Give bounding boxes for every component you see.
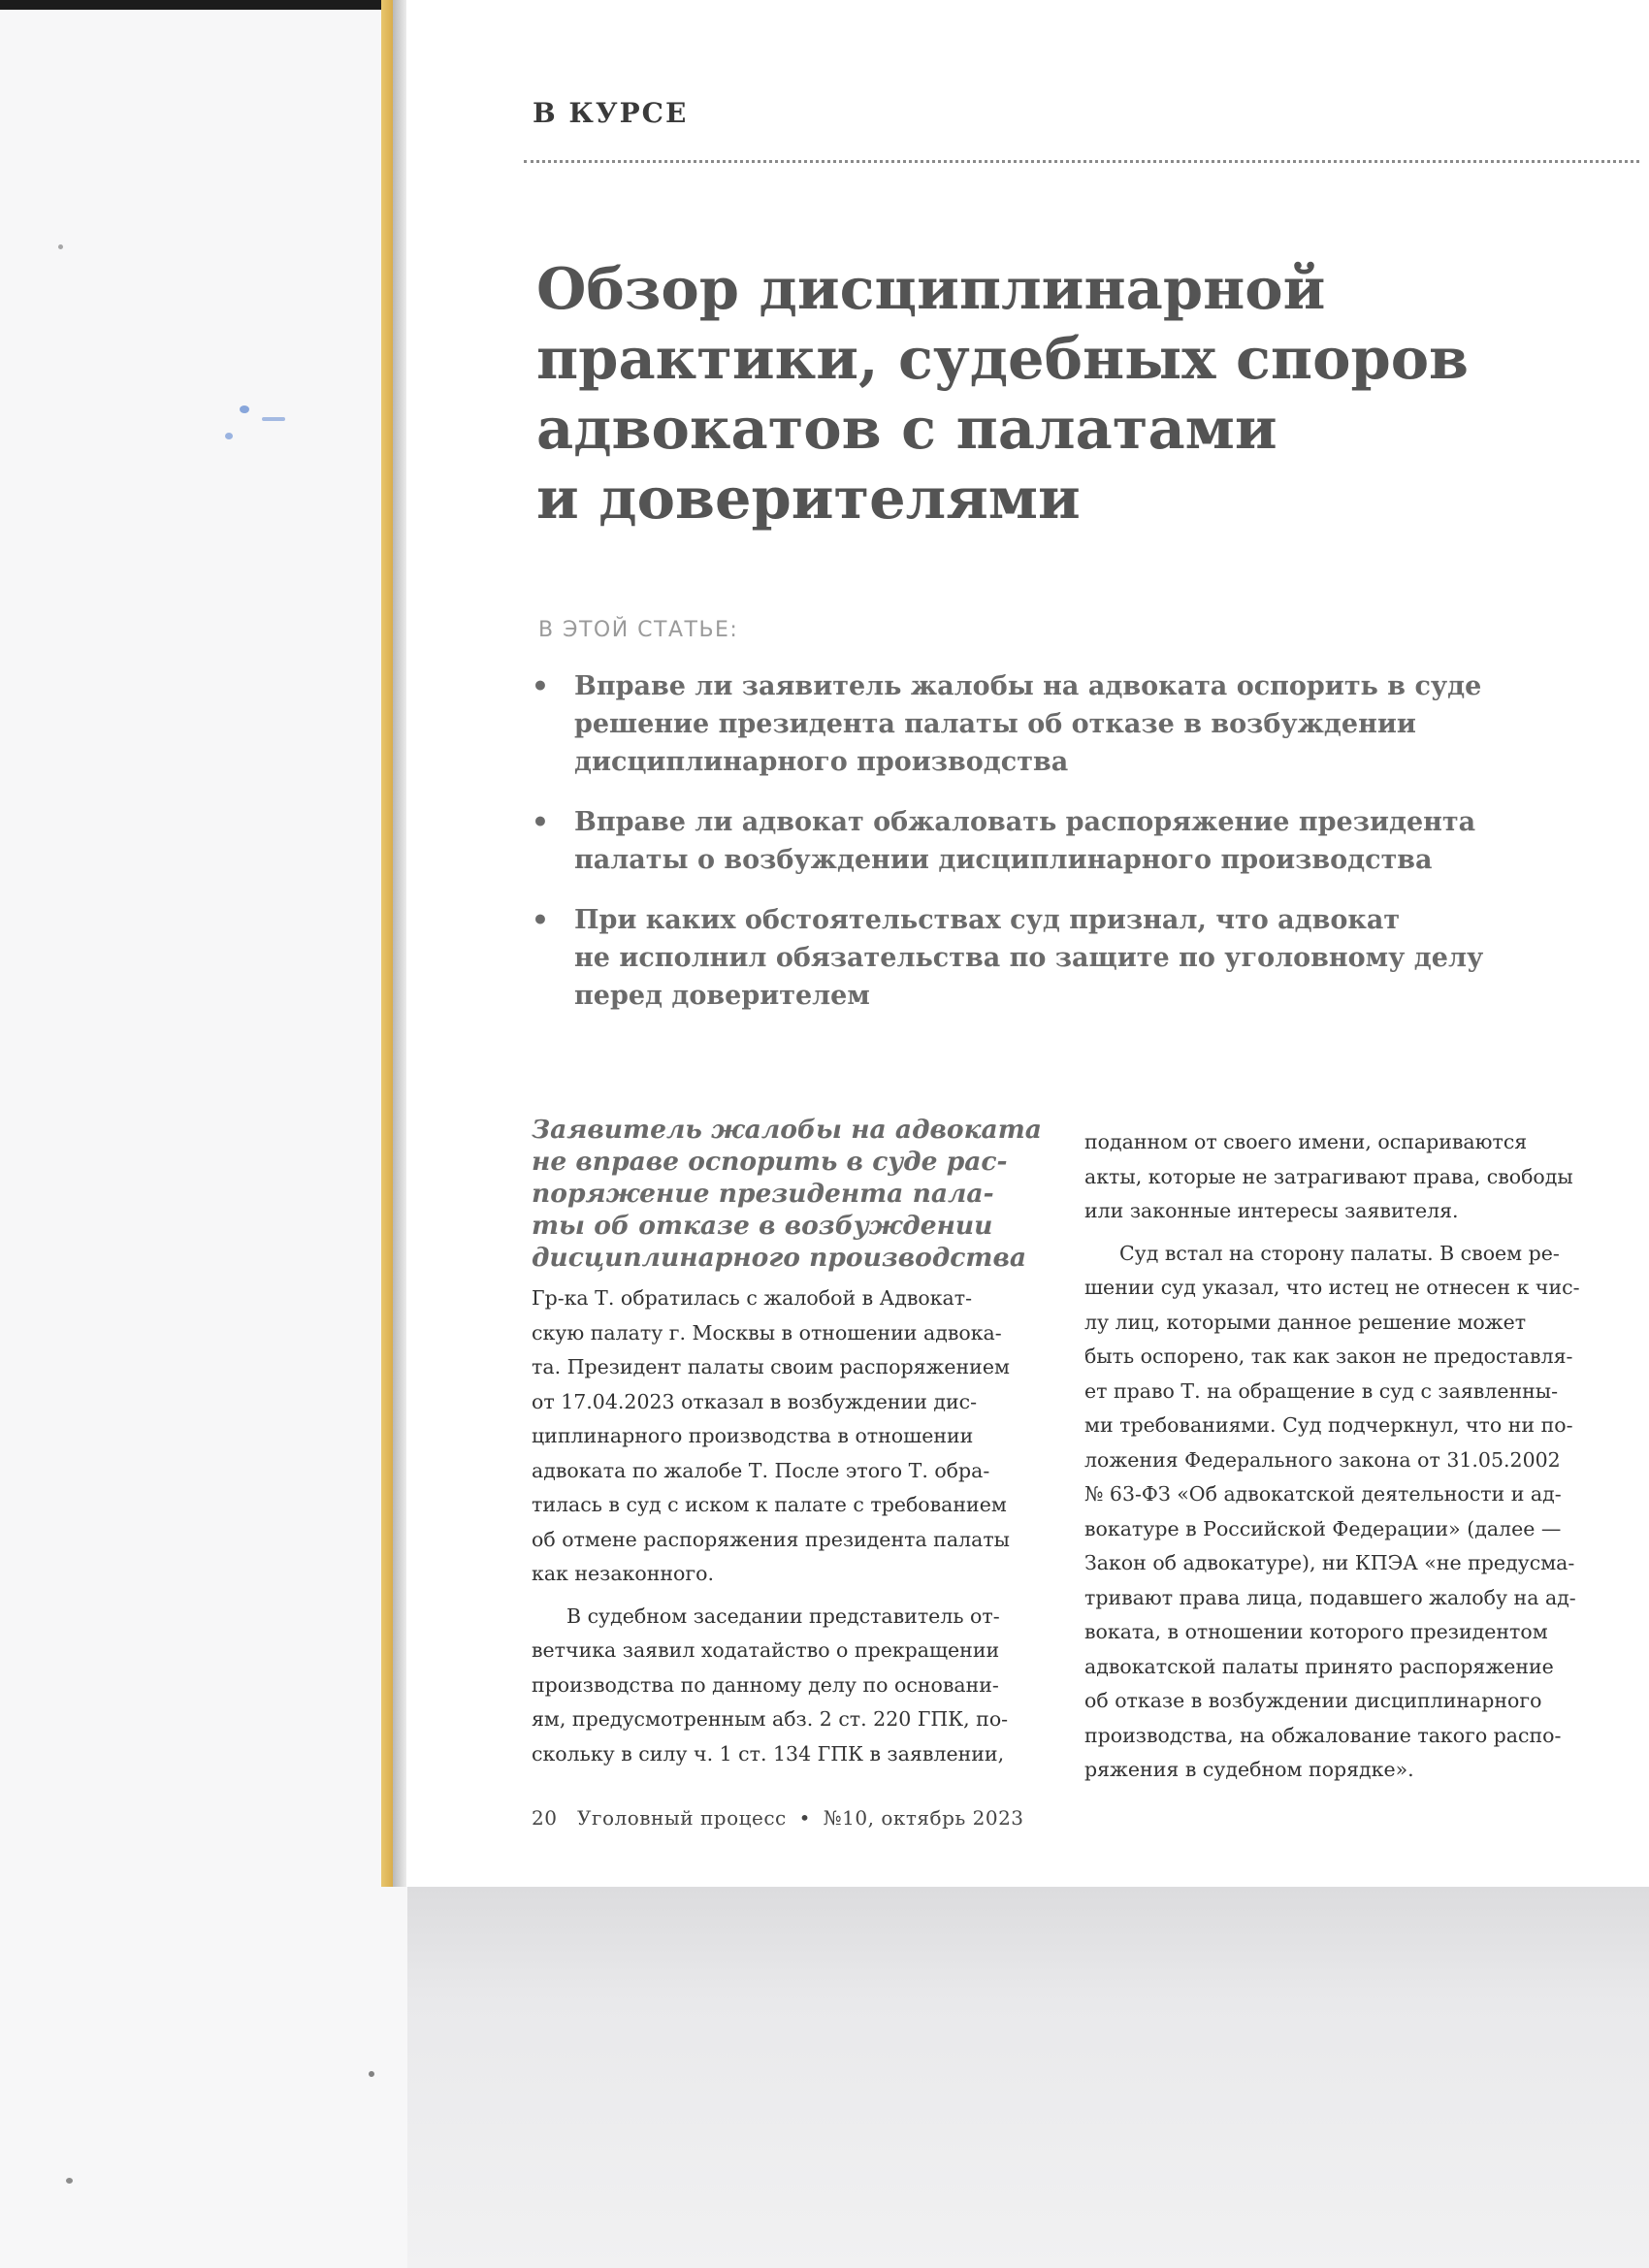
text-line: акты, которые не затрагивают права, свободы: [1084, 1164, 1573, 1188]
right-column: [1084, 1125, 1608, 1796]
summary-item: [532, 803, 1560, 879]
text-line: как незаконного.: [532, 1562, 714, 1585]
footer-separator: •: [798, 1806, 811, 1830]
bullet-icon: •: [532, 670, 549, 702]
journal-name: Уголовный процесс: [577, 1806, 787, 1830]
scan-lower-area: [407, 1887, 1649, 2268]
text-line: ми требованиями. Суд подчеркнул, что ни по-: [1084, 1413, 1573, 1437]
text-line: Суд встал на сторону палаты. В своем ре-: [1119, 1241, 1560, 1265]
text-line: ложения Федерального закона от 31.05.2002: [1084, 1447, 1561, 1472]
text-line: ям, предусмотренным абз. 2 ст. 220 ГПК, по-: [532, 1707, 1009, 1731]
summary-item: [532, 667, 1560, 781]
bullet-icon: •: [532, 904, 549, 936]
left-column: [532, 1114, 1055, 1779]
subheading-line: поряжение президента пала-: [532, 1179, 994, 1209]
summary-item-line: При каких обстоятельствах суд признал, что адвокат: [574, 905, 1401, 935]
text-line: тривают права лица, подавшего жалобу на ад-: [1084, 1585, 1576, 1609]
scan-top-edge: [0, 0, 407, 10]
subheading-line: ты об отказе в возбуждении: [532, 1211, 993, 1241]
text-line: ряжения в судебном порядке».: [1084, 1758, 1414, 1781]
summary-item-line: палаты о возбуждении дисциплинарного производства: [574, 845, 1433, 875]
scan-speck: [58, 244, 63, 249]
summary-item-line: перед доверителем: [574, 981, 870, 1011]
summary-item-line: дисциплинарного производства: [574, 747, 1069, 777]
case-subheading: [532, 1114, 1055, 1274]
text-line: поданном от своего имени, оспариваются: [1084, 1130, 1528, 1153]
title-line: адвокатов с палатами: [536, 395, 1277, 462]
spine-shadow: [393, 0, 406, 1887]
scan-speck: [262, 417, 285, 421]
text-line: воката, в отношении которого президентом: [1084, 1620, 1548, 1643]
paragraph: [532, 1281, 1055, 1592]
subheading-line: не вправе оспорить в суде рас-: [532, 1147, 1008, 1177]
text-line: скую палату г. Москвы в отношении адвока-: [532, 1320, 1002, 1345]
text-line: Гр-ка Т. обратилась с жалобой в Адвокат-: [532, 1286, 973, 1310]
issue-info: №10, октябрь 2023: [823, 1806, 1024, 1830]
summary-list: [532, 667, 1560, 1037]
subheading-line: Заявитель жалобы на адвоката: [532, 1115, 1042, 1145]
text-line: или законные интересы заявителя.: [1084, 1199, 1459, 1222]
spine-edge: [381, 0, 393, 1887]
page-number: 20: [532, 1806, 558, 1830]
text-line: скольку в силу ч. 1 ст. 134 ГПК в заявлении,: [532, 1741, 1005, 1766]
text-line: циплинарного производства в отношении: [532, 1424, 974, 1447]
text-line: об отказе в возбуждении дисциплинарного: [1084, 1689, 1542, 1712]
in-article-label: В ЭТОЙ СТАТЬЕ:: [538, 618, 739, 642]
paragraph: [1084, 1125, 1608, 1229]
text-line: адвоката по жалобе Т. После этого Т. обра-: [532, 1458, 990, 1482]
text-line: тилась в суд с иском к палате с требованием: [532, 1493, 1007, 1516]
text-line: шении суд указал, что истец не отнесен к чис-: [1084, 1276, 1580, 1299]
text-line: та. Президент палаты своим распоряжением: [532, 1355, 1010, 1378]
page-footer: [532, 1806, 1024, 1830]
text-line: производства, на обжалование такого распо-: [1084, 1723, 1562, 1747]
text-line: адвокатской палаты принято распоряжение: [1084, 1654, 1554, 1678]
text-line: быть оспорено, так как закон не предоставля-: [1084, 1345, 1573, 1368]
title-line: практики, судебных споров: [536, 325, 1470, 392]
text-line: лу лиц, которыми данное решение может: [1084, 1310, 1527, 1334]
title-line: Обзор дисциплинарной: [536, 255, 1326, 322]
paragraph: [1084, 1237, 1608, 1788]
article-title: [536, 254, 1584, 534]
text-line: ветчика заявил ходатайство о прекращении: [532, 1638, 1000, 1662]
scan-speck: [369, 2071, 374, 2077]
text-line: от 17.04.2023 отказал в возбуждении дис-: [532, 1389, 978, 1413]
bullet-icon: •: [532, 806, 549, 838]
section-divider: [524, 160, 1639, 163]
summary-item-line: Вправе ли адвокат обжаловать распоряжение президента: [574, 807, 1476, 837]
title-line: и доверителями: [536, 465, 1081, 532]
summary-item: [532, 901, 1560, 1015]
text-line: об отмене распоряжения президента палаты: [532, 1527, 1010, 1551]
scan-speck: [225, 433, 233, 439]
text-line: ет право Т. на обращение в суд с заявленны-: [1084, 1378, 1559, 1403]
text-line: производства по данному делу по основани-: [532, 1672, 999, 1697]
summary-item-line: не исполнил обязательства по защите по уголовному делу: [574, 943, 1484, 973]
text-line: В судебном заседании представитель от-: [566, 1604, 1000, 1628]
summary-item-line: решение президента палаты об отказе в возбуждении: [574, 709, 1416, 739]
text-line: вокатуре в Российской Федерации» (далее —: [1084, 1516, 1562, 1540]
scan-speck: [66, 2178, 73, 2184]
text-line: Закон об адвокатуре), ни КПЭА «не предусма-: [1084, 1551, 1575, 1574]
text-line: № 63-ФЗ «Об адвокатской деятельности и ад-: [1084, 1482, 1562, 1506]
summary-item-line: Вправе ли заявитель жалобы на адвоката оспорить в суде: [574, 671, 1482, 701]
section-label: В КУРСЕ: [533, 97, 689, 129]
subheading-line: дисциплинарного производства: [532, 1243, 1027, 1273]
paragraph: [532, 1600, 1055, 1772]
scan-speck: [240, 405, 249, 413]
